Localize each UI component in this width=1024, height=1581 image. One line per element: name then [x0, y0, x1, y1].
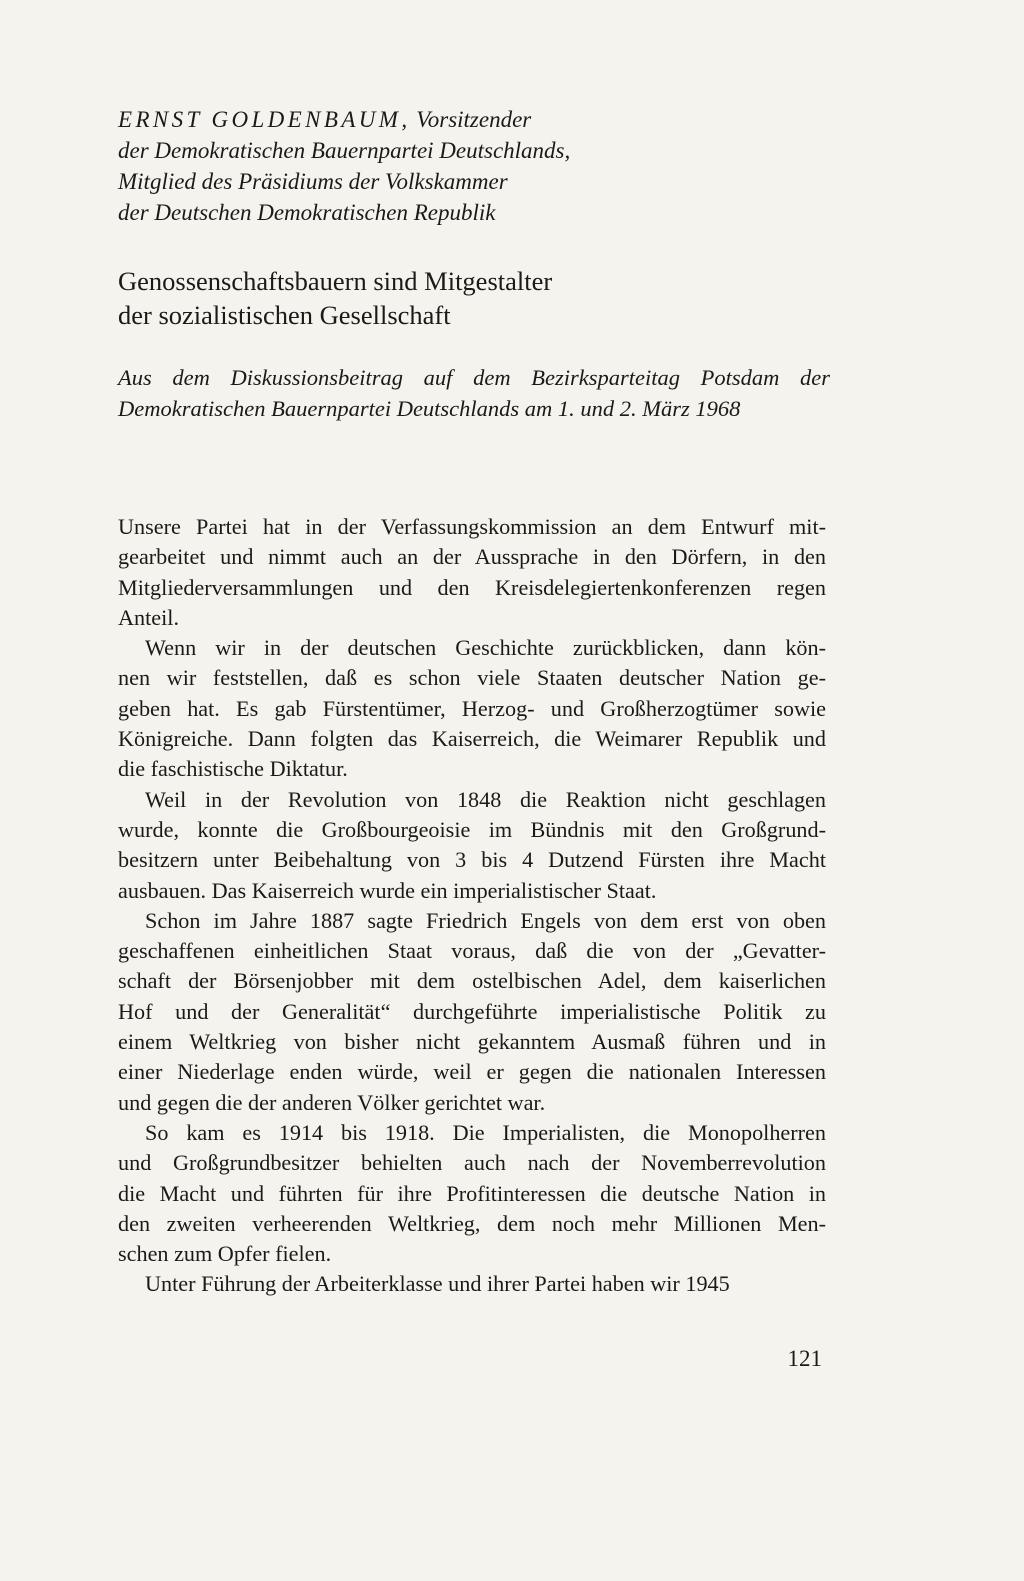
text-line: nen wir feststellen, daß es schon viele Staaten deutscher Nation ge- — [118, 665, 826, 691]
article-title-line: Genossenschaftsbauern sind Mitgestalter — [118, 266, 553, 296]
text-line: schen zum Opfer fielen. — [118, 1241, 332, 1267]
text-line: Anteil. — [118, 604, 180, 630]
author-name: ERNST GOLDENBAUM, — [118, 107, 411, 132]
paragraph — [118, 785, 826, 906]
text-line: und gegen die der anderen Völker gerichtet war. — [118, 1089, 546, 1115]
article-body — [118, 512, 826, 1300]
subtitle-line: Aus dem Diskussionsbeitrag auf dem Bezirksparteitag Potsdam der — [118, 365, 830, 390]
text-line: Unsere Partei hat in der Verfassungskommission an dem Entwurf mit- — [118, 514, 826, 539]
text-line: geben hat. Es gab Fürstentümer, Herzog- und Großherzogtümer sowie — [118, 695, 826, 721]
author-byline — [118, 104, 838, 228]
text-line: Mitgliederversammlungen und den Kreisdelegiertenkonferenzen regen — [118, 574, 826, 600]
text-line: Hof und der Generalität“ durchgeführte imperialistische Politik zu — [118, 998, 826, 1024]
paragraph — [118, 512, 826, 633]
text-line: wurde, konnte die Großbourgeoisie im Bündnis mit den Großgrund- — [118, 816, 826, 842]
text-line: ausbauen. Das Kaiserreich wurde ein imperialistischer Staat. — [118, 877, 657, 903]
text-line: gearbeitet und nimmt auch an der Aussprache in den Dörfern, in den — [118, 544, 826, 570]
author-affiliation-line: Mitglied des Präsidiums der Volkskammer — [118, 169, 508, 194]
article-title — [118, 264, 838, 332]
text-line: einem Weltkrieg von bisher nicht gekanntem Ausmaß führen und in — [118, 1029, 826, 1055]
text-line: Wenn wir in der deutschen Geschichte zurückblicken, dann kön- — [145, 635, 826, 661]
paragraph — [118, 633, 826, 784]
article-title-line: der sozialistischen Gesellschaft — [118, 300, 451, 330]
text-line: Weil in der Revolution von 1848 die Reaktion nicht geschlagen — [145, 786, 826, 812]
text-line: Königreiche. Dann folgten das Kaiserreich, die Weimarer Republik und — [118, 726, 826, 752]
author-role: Vorsitzender — [410, 107, 532, 132]
article-subtitle — [118, 362, 830, 424]
text-line: besitzern unter Beibehaltung von 3 bis 4 Dutzend Fürsten ihre Macht — [118, 847, 826, 873]
text-line: Unter Führung der Arbeiterklasse und ihrer Partei haben wir 1945 — [145, 1271, 730, 1297]
text-line: einer Niederlage enden würde, weil er gegen die nationalen Interessen — [118, 1059, 826, 1085]
paragraph — [118, 1269, 826, 1299]
text-line: die faschistische Diktatur. — [118, 756, 348, 782]
text-line: Schon im Jahre 1887 sagte Friedrich Engels von dem erst von oben — [145, 907, 826, 933]
text-line: und Großgrundbesitzer behielten auch nach der Novemberrevolution — [118, 1150, 826, 1176]
text-line: schaft der Börsenjobber mit dem ostelbischen Adel, dem kaiserlichen — [118, 968, 826, 994]
paragraph — [118, 906, 826, 1118]
page-number: 121 — [787, 1346, 822, 1371]
author-first-line — [118, 104, 838, 135]
text-line: geschaffenen einheitlichen Staat voraus, daß die von der „Gevatter- — [118, 938, 826, 964]
subtitle-line: Demokratischen Bauernpartei Deutschlands am 1. und 2. März 1968 — [118, 396, 741, 421]
author-affiliation-line: der Demokratischen Bauernpartei Deutschlands, — [118, 138, 571, 163]
text-line: So kam es 1914 bis 1918. Die Imperialisten, die Monopolherren — [145, 1119, 826, 1145]
text-line: den zweiten verheerenden Weltkrieg, dem noch mehr Millionen Men- — [118, 1210, 826, 1236]
text-line: die Macht und führten für ihre Profitinteressen die deutsche Nation in — [118, 1180, 826, 1206]
paragraph — [118, 1118, 826, 1269]
author-affiliation-line: der Deutschen Demokratischen Republik — [118, 200, 496, 225]
